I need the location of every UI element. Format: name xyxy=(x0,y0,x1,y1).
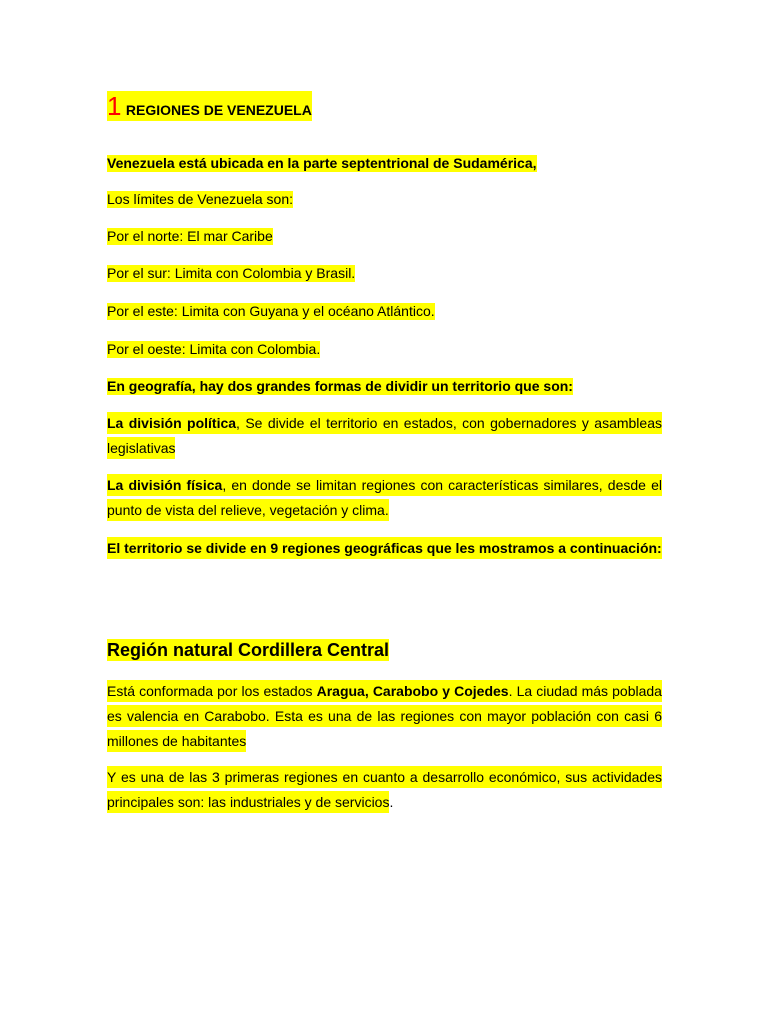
division-fisica-text: , en donde se limitan regiones con características similares, desde el punto de vista del relieve, vegetación y clima. xyxy=(107,477,662,518)
division-politica-text: , Se divide el territorio en estados, con gobernadores y asambleas legislativas xyxy=(107,415,662,456)
region-p2-text: Y es una de las 3 primeras regiones en cuanto a desarrollo económico, sus actividades principales son: las industriales y de servicios xyxy=(107,766,662,813)
title-text: REGIONES DE VENEZUELA xyxy=(125,102,312,118)
region-title: Región natural Cordillera Central xyxy=(107,640,390,660)
region-paragraph-1 xyxy=(107,679,662,754)
division-politica-paragraph xyxy=(107,411,662,461)
geography-intro: En geografía, hay dos grandes formas de dividir un territorio que son: xyxy=(107,378,573,394)
limit-west: Por el oeste: Limita con Colombia. xyxy=(107,341,321,357)
limits-heading: Los límites de Venezuela son: xyxy=(107,191,294,207)
limit-north: Por el norte: El mar Caribe xyxy=(107,228,273,244)
region-p2-end: . xyxy=(389,794,394,810)
limit-south: Por el sur: Limita con Colombia y Brasil. xyxy=(107,265,356,281)
title-number: 1 xyxy=(107,91,122,121)
territorio-text: El territorio se divide en 9 regiones geográficas que les mostramos a continuación: xyxy=(107,537,662,559)
territorio-paragraph xyxy=(107,536,662,561)
region-p1-states: Aragua, Carabobo y Cojedes xyxy=(316,683,509,699)
division-fisica-paragraph xyxy=(107,473,662,523)
region-p1-after: . La ciudad más poblada es valencia en Carabobo. Esta es una de las regiones con mayor población con casi 6 millones de habitantes xyxy=(107,683,662,749)
limit-east: Por el este: Limita con Guyana y el océano Atlántico. xyxy=(107,303,435,319)
division-fisica-term: La división física xyxy=(107,477,223,493)
region-p1-before: Está conformada por los estados xyxy=(107,683,317,699)
document-title xyxy=(107,91,312,121)
division-politica-term: La división política xyxy=(107,415,237,431)
intro-line: Venezuela está ubicada en la parte septentrional de Sudamérica, xyxy=(107,155,537,171)
region-paragraph-2 xyxy=(107,765,662,815)
